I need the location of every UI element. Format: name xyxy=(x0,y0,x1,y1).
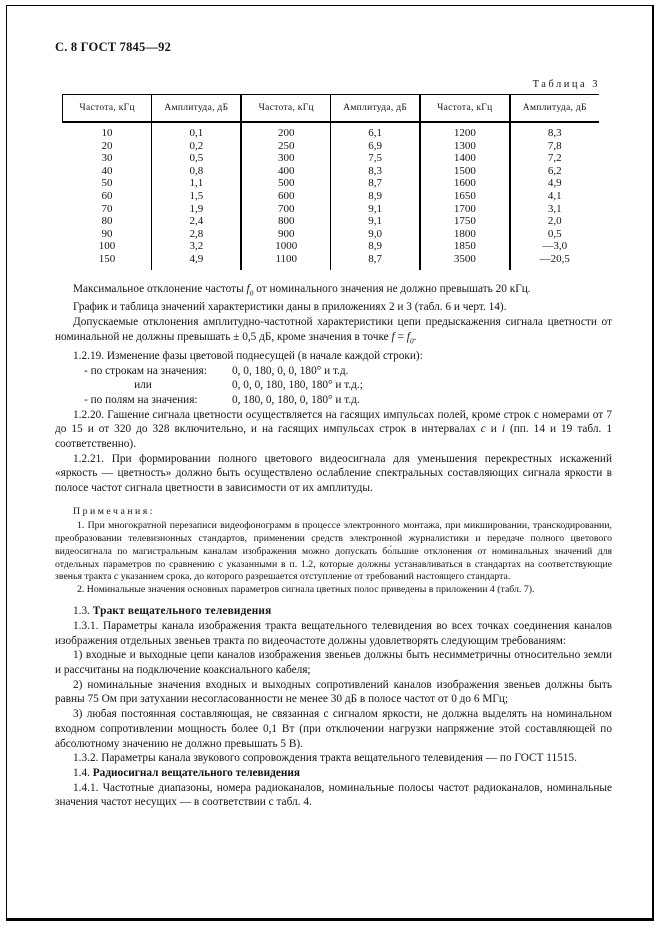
table-cell: 1700 xyxy=(420,203,509,216)
table-cell: 1750 xyxy=(420,215,509,228)
table-cell: 7,2 xyxy=(510,152,599,165)
column-header: Амплитуда, дБ xyxy=(331,95,420,123)
page-header: С. 8 ГОСТ 7845—92 xyxy=(55,40,172,54)
table-cell: 1200 xyxy=(420,122,509,140)
interval-c-symbol: c xyxy=(480,423,486,436)
table-cell: 150 xyxy=(98,252,116,265)
table-row xyxy=(63,122,600,140)
table-cell: 1,1 xyxy=(152,177,241,190)
table-cell: 0,5 xyxy=(152,152,241,165)
table-row xyxy=(63,152,600,165)
paragraph-item-3: 3) любая постоянная составляющая, не связанная с сигналом яркости, не должна выделять на номинальном входном сопротивлении мощность более 0,1 Вт (при отключении нагрузки напряжение этой составляющей по абсолютному значению не должно превышать 5 В). xyxy=(55,708,612,750)
paragraph-graph: График и таблица значений характеристики даны в приложениях 2 и 3 (табл. 6 и черт. 14). xyxy=(73,301,507,314)
table-cell: 600 xyxy=(241,190,330,203)
table-row xyxy=(63,190,600,203)
table-cell: 1650 xyxy=(420,190,509,203)
phase-line-rows xyxy=(84,364,612,379)
table-cell: 800 xyxy=(241,215,330,228)
note-2: 2. Номинальные значения основных параметров сигнала цветных полос приведены в приложении 4 (табл. 7). xyxy=(77,584,535,596)
column-header: Частота, кГц xyxy=(241,95,330,123)
note-1: 1. При многократной перезаписи видеофонограмм в процессе электронного монтажа, при микшировании, транскодировании, преобразовании телевизионных стандартов, применении средств электронной журналистики и передаче полного цветового видеосигнала по магистральным каналам изображения можно допускать бо́льшие отклонения от номинальных значений для отдельных параметров по сравнению с указанными в п. 1.2, которые должны устанавливаться в стандартах на соответствующие звенья тракта с указанием срока, до которого разрешается отступление от требований настоящего стандарта. xyxy=(55,519,612,583)
table-cell: 2,8 xyxy=(152,228,241,241)
table-cell: 1850 xyxy=(420,240,509,253)
table-cell: 60 xyxy=(101,189,113,202)
table-cell: 40 xyxy=(101,164,113,177)
table-cell: 300 xyxy=(241,152,330,165)
table-cell: 700 xyxy=(241,203,330,216)
table-cell: 10 xyxy=(101,127,113,139)
table-cell: 7,5 xyxy=(331,152,420,165)
table-row xyxy=(63,240,600,253)
table-cell: 3500 xyxy=(420,253,509,270)
phase-line-fields xyxy=(84,393,612,408)
phase-label: - по полям на значения: xyxy=(84,393,198,406)
table-cell: 6,2 xyxy=(510,165,599,178)
document-page xyxy=(55,40,612,810)
paragraph-1-3-1: 1.3.1. Параметры канала изображения тракта вещательного телевидения во всех точках соединения каналов изображения отдельных звеньев тракта по видеочастоте должны удовлетворять следующим требованиям: xyxy=(55,619,612,647)
paragraph-1-3-2: 1.3.2. Параметры канала звукового сопровождения тракта вещательного телевидения — по ГОСТ 11515. xyxy=(73,752,577,765)
table-row xyxy=(63,203,600,216)
column-header: Амплитуда, дБ xyxy=(510,95,599,123)
table-cell: 4,1 xyxy=(510,190,599,203)
paragraph-1-2-21: 1.2.21. При формировании полного цветового видеосигнала для уменьшения перекрестных искажений «яркость — цветность» должно быть осуществлено ослабление спектральных составляющих сигнала яркости в полосе частот сигнала цветности в зависимости от их амплитуды. xyxy=(55,452,612,495)
table-cell: 4,9 xyxy=(510,177,599,190)
table-cell: 1300 xyxy=(420,140,509,153)
table-cell: 1,5 xyxy=(152,190,241,203)
interval-i-symbol: i xyxy=(501,423,505,436)
table-cell: —3,0 xyxy=(510,240,599,253)
notes-title: Примечания: xyxy=(73,505,156,517)
table-cell: 0,1 xyxy=(152,122,241,140)
paragraph-item-2: 2) номинальные значения входных и выходных сопротивлений каналов изображения звеньев должны быть равны 75 Ом при затухании несогласованности не менее 30 дБ в полосе частот от 0 до 6 МГц; xyxy=(55,678,612,706)
table-cell: 9,0 xyxy=(331,228,420,241)
table-cell: 30 xyxy=(101,152,113,165)
table-row xyxy=(63,140,600,153)
notes-block xyxy=(55,506,612,597)
table-cell: 1100 xyxy=(241,253,330,270)
table-cell: 0,5 xyxy=(510,228,599,241)
table-cell: 900 xyxy=(241,228,330,241)
column-header: Частота, кГц xyxy=(420,95,509,123)
table-cell: 8,9 xyxy=(331,240,420,253)
table-cell: 6,9 xyxy=(331,140,420,153)
table-cell: 1,9 xyxy=(152,203,241,216)
table-cell: 80 xyxy=(101,215,113,228)
table-cell: 8,7 xyxy=(331,177,420,190)
table-cell: 8,9 xyxy=(331,190,420,203)
table-row xyxy=(63,253,600,270)
table-3-header xyxy=(63,95,600,123)
table-cell: 6,1 xyxy=(331,122,420,140)
phase-line-or xyxy=(84,378,612,393)
table-cell: 0,2 xyxy=(152,140,241,153)
table-cell: 2,0 xyxy=(510,215,599,228)
phase-label: - по строкам на значения: xyxy=(84,364,207,377)
table-caption: Таблица 3 xyxy=(532,79,600,90)
table-3 xyxy=(62,94,599,270)
table-row xyxy=(63,215,600,228)
f0-symbol: $f_0$ xyxy=(246,282,254,297)
phase-values: 0, 0, 0, 180, 180, 180° и т.д.; xyxy=(232,379,363,392)
f-symbol: f xyxy=(391,330,395,343)
table-cell: 200 xyxy=(241,122,330,140)
table-header-row xyxy=(63,95,600,123)
table-cell: 500 xyxy=(241,177,330,190)
table-cell: 70 xyxy=(101,202,113,215)
table-cell: 8,3 xyxy=(331,165,420,178)
phase-values: 0, 0, 180, 0, 0, 180° и т.д. xyxy=(232,364,349,377)
table-cell: 50 xyxy=(101,177,113,190)
column-header: Частота, кГц xyxy=(63,95,152,123)
phase-label: или xyxy=(134,379,152,392)
table-cell: 20 xyxy=(101,139,113,152)
table-cell: 1500 xyxy=(420,165,509,178)
table-cell: 90 xyxy=(101,227,113,240)
paragraph-item-1: 1) входные и выходные цепи каналов изображения звеньев должны быть несимметричны относительно земли и рассчитаны на подключение коаксиального кабеля; xyxy=(55,649,612,677)
f0-symbol: $f_0$ xyxy=(406,330,414,346)
table-cell: 1000 xyxy=(241,240,330,253)
table-cell: 3,1 xyxy=(510,203,599,216)
table-cell: 1800 xyxy=(420,228,509,241)
table-cell: 3,2 xyxy=(152,240,241,253)
table-cell: 2,4 xyxy=(152,215,241,228)
table-cell: 8,7 xyxy=(331,253,420,270)
paragraph-1-4-1: 1.4.1. Частотные диапазоны, номера радиоканалов, номинальные полосы частот радиоканалов, номинальные значения частот несущих — в соответствии с табл. 4. xyxy=(55,781,612,809)
paragraph-1-2-20: 1.2.20. Гашение сигнала цветности осуществляется на гасящих импульсах полей, кроме строк с номерами от 7 до 15 и от 320 до 328 включительно, и на гасящих импульсах строк в интервалах c и i (пп. 14 и 19 табл. 1 соответственно). xyxy=(55,408,612,451)
table-cell: 4,9 xyxy=(152,253,241,270)
paragraph-1-2-19: 1.2.19. Изменение фазы цветовой поднесущей (в начале каждой строки): xyxy=(73,349,423,362)
table-cell: 1400 xyxy=(420,152,509,165)
body-text xyxy=(55,282,612,811)
table-3-body xyxy=(63,122,600,270)
table-cell: —20,5 xyxy=(510,253,599,270)
section-heading-1-4: 1.4. Радиосигнал вещательного телевидения xyxy=(73,766,301,779)
table-cell: 100 xyxy=(98,240,116,253)
table-cell: 8,3 xyxy=(510,122,599,140)
table-cell: 1600 xyxy=(420,177,509,190)
table-row xyxy=(63,228,600,241)
column-header: Амплитуда, дБ xyxy=(152,95,241,123)
table-cell: 9,1 xyxy=(331,203,420,216)
table-cell: 400 xyxy=(241,165,330,178)
table-cell: 9,1 xyxy=(331,215,420,228)
section-heading-1-3: 1.3. Тракт вещательного телевидения xyxy=(73,605,272,618)
table-row xyxy=(63,165,600,178)
phase-values: 0, 180, 0, 180, 0, 180° и т.д. xyxy=(232,393,360,406)
paragraph-allowed-deviation: Допускаемые отклонения амплитудно-частотной характеристики цепи предыскажения сигнала цветности от номинальной не должны превышать ± 0,5 дБ, кроме значения в точке $f = f_0$. xyxy=(55,316,612,346)
table-cell: 250 xyxy=(241,140,330,153)
table-cell: 0,8 xyxy=(152,165,241,178)
table-row xyxy=(63,177,600,190)
table-cell: 7,8 xyxy=(510,140,599,153)
paragraph-max-deviation: Максимальное отклонение частоты $f_0$ от номинального значения не должно превышать 20 кГц. xyxy=(73,282,531,297)
